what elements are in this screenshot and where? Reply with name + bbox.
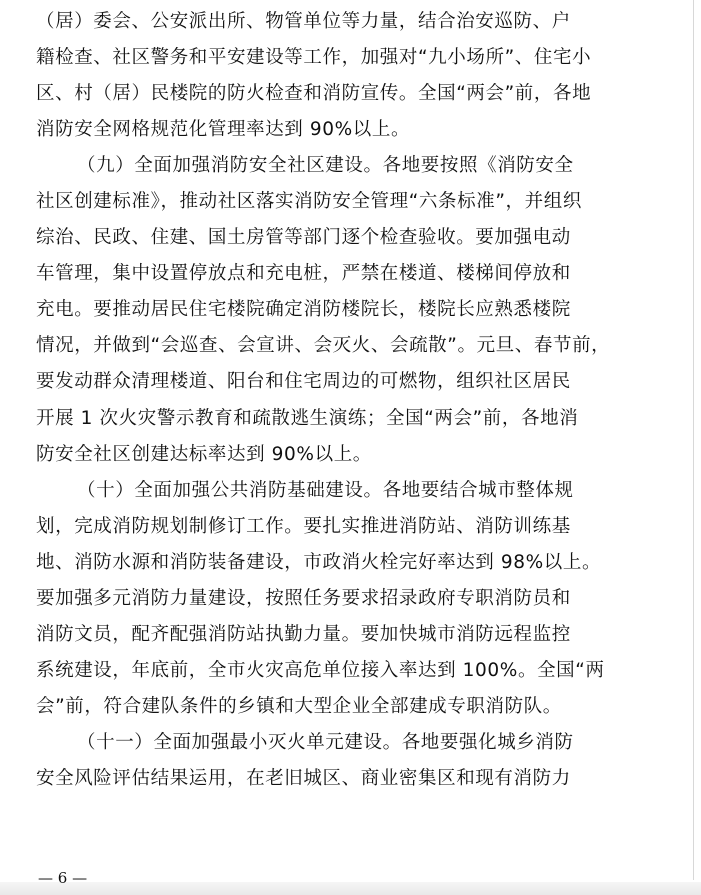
text-line: 开展 1 次火灾警示教育和疏散逃生演练；全国“两会”前，各地消: [36, 407, 579, 429]
paragraph-first-line: （十一）全面加强最小灭火单元建设。各地要强化城乡消防: [77, 731, 574, 753]
text-line: 车管理，集中设置停放点和充电桩，严禁在楼道、楼梯间停放和: [36, 263, 571, 285]
paragraph-first-line: （九）全面加强消防安全社区建设。各地要按照《消防安全: [77, 155, 574, 177]
text-line: 消防文员，配齐配强消防站执勤力量。要加快城市消防远程监控: [36, 623, 571, 645]
text-line: 系统建设，年底前，全市火灾高危单位接入率达到 100%。全国“两: [36, 659, 605, 681]
text-line: 消防安全网格规范化管理率达到 90%以上。: [36, 119, 411, 141]
text-line: 社区创建标准》，推动社区落实消防安全管理“六条标准”，并组织: [36, 191, 582, 213]
page-edge-divider: [693, 0, 694, 880]
text-line: 要加强多元消防力量建设，按照任务要求招录政府专职消防员和: [36, 587, 571, 609]
text-line: 安全风险评估结果运用，在老旧城区、商业密集区和现有消防力: [36, 767, 571, 789]
page-number: — 6 —: [38, 869, 88, 887]
body-text: [36, 4, 666, 797]
text-line: 充电。要推动居民住宅楼院确定消防楼院长，楼院长应熟悉楼院: [36, 299, 571, 321]
text-line: 防安全社区创建达标率达到 90%以上。: [36, 443, 372, 465]
text-line: 要发动群众清理楼道、阳台和住宅周边的可燃物，组织社区居民: [36, 371, 571, 393]
text-line: 籍检查、社区警务和平安建设等工作，加强对“九小场所”、住宅小: [36, 47, 592, 69]
text-line: （居）委会、公安派出所、物管单位等力量，结合治安巡防、户: [36, 11, 571, 32]
text-line: 情况，并做到“会巡查、会宣讲、会灭火、会疏散”。元旦、春节前，: [36, 335, 611, 357]
page-bottom-edge: [0, 882, 701, 895]
text-line: 会”前，符合建队条件的乡镇和大型企业全部建成专职消防队。: [36, 695, 562, 717]
paragraph-first-line: （十）全面加强公共消防基础建设。各地要结合城市整体规: [77, 479, 574, 501]
text-line: 地、消防水源和消防装备建设，市政消火栓完好率达到 98%以上。: [36, 551, 602, 573]
text-line: 划，完成消防规划制修订工作。要扎实推进消防站、消防训练基: [36, 515, 571, 537]
text-line: 区、村（居）民楼院的防火检查和消防宣传。全国“两会”前，各地: [36, 83, 592, 105]
text-line: 综治、民政、住建、国土房管等部门逐个检查验收。要加强电动: [36, 227, 571, 249]
